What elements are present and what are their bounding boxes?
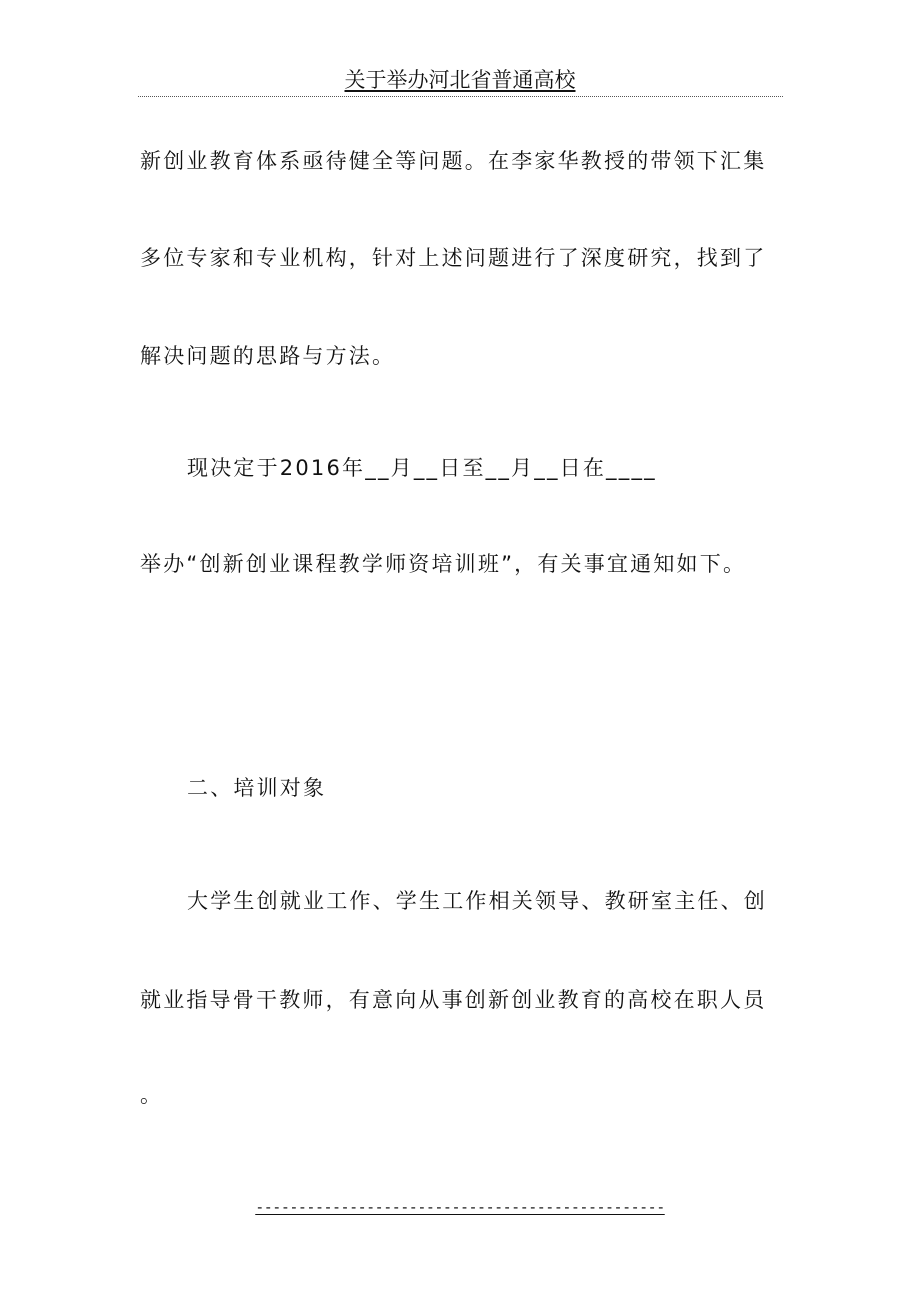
footer-dashed-rule: ------------------------------------------------ [255, 1198, 665, 1216]
section-heading: 二、培训对象 [187, 776, 327, 800]
paragraph-line-8: 。 [140, 1083, 164, 1107]
paragraph-line-3: 解决问题的思路与方法。 [140, 344, 396, 368]
header-title [0, 66, 920, 94]
header-divider [138, 96, 783, 97]
paragraph-line-2: 多位专家和专业机构，针对上述问题进行了深度研究，找到了 [140, 246, 767, 270]
paragraph-line-5: 举办“创新创业课程教学师资培训班”，有关事宜通知如下。 [140, 552, 747, 576]
paragraph-line-4: 现决定于2016年__月__日至__月__日在____ [187, 456, 657, 480]
paragraph-line-1: 新创业教育体系亟待健全等问题。在李家华教授的带领下汇集 [140, 149, 767, 173]
paragraph-line-7: 就业指导骨干教师，有意向从事创新创业教育的高校在职人员 [140, 988, 767, 1012]
header-title-text: 关于举办河北省普通高校 [344, 68, 576, 92]
paragraph-line-6: 大学生创就业工作、学生工作相关领导、教研室主任、创 [187, 889, 767, 913]
